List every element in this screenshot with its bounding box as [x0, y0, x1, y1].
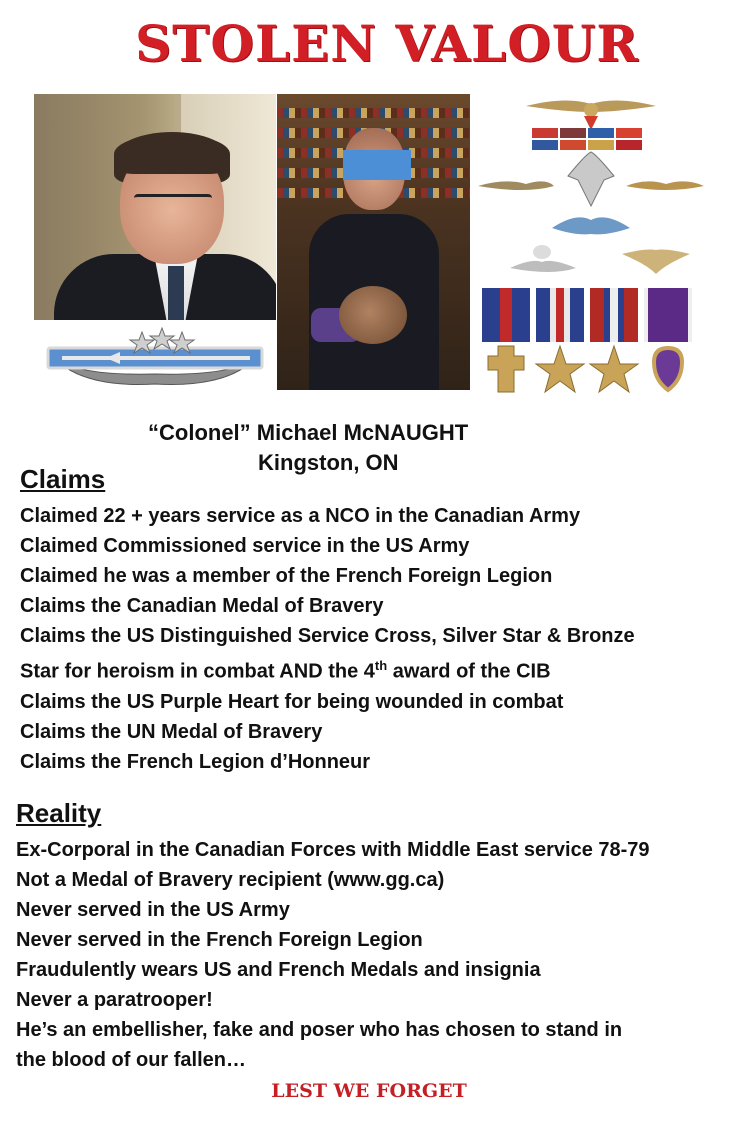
list-item-text: award of the CIB — [387, 660, 551, 683]
list-item: Claimed he was a member of the French Foreign Legion — [20, 565, 553, 587]
combat-infantry-badge-icon — [46, 326, 264, 386]
list-item: Claims the US Purple Heart for being wounded in combat — [20, 690, 564, 713]
list-item: Fraudulently wears US and French Medals and insignia — [16, 959, 541, 981]
list-item: Never a paratrooper! — [16, 989, 213, 1011]
reality-list — [16, 835, 650, 1075]
subject-location: Kingston, ON — [258, 450, 399, 475]
list-item: Never served in the US Army — [16, 899, 290, 921]
list-item — [20, 651, 635, 687]
portrait-photo — [34, 94, 276, 320]
list-item: Ex-Corporal in the Canadian Forces with Middle East service 78-79 — [16, 839, 650, 861]
list-item: He’s an embellisher, fake and poser who has chosen to stand in — [16, 1019, 623, 1041]
medals-and-insignia-icon — [476, 94, 706, 394]
face-blur — [343, 150, 411, 180]
poster-title: STOLEN VALOUR — [135, 14, 639, 73]
subject-block — [148, 418, 548, 478]
list-item-text: Star for heroism in combat AND the 4 — [20, 660, 375, 683]
list-item: Claimed Commissioned service in the US Army — [20, 535, 470, 557]
list-item: the blood of our fallen… — [16, 1049, 246, 1071]
reality-heading: Reality — [16, 798, 102, 828]
list-item: Not a Medal of Bravery recipient (www.gg.ca) — [16, 869, 445, 891]
library-photo — [277, 94, 470, 390]
list-item: Claims the French Legion d’Honneur — [20, 750, 371, 773]
list-item: Claims the Canadian Medal of Bravery — [20, 595, 384, 617]
claims-list — [20, 501, 635, 777]
footer-slogan: LEST WE FORGET — [271, 1080, 467, 1102]
ordinal-suffix: th — [374, 658, 388, 673]
claims-heading: Claims — [20, 464, 106, 494]
list-item: Claimed 22 + years service as a NCO in the Canadian Army — [20, 505, 581, 527]
subject-name: “Colonel” Michael McNAUGHT — [148, 420, 469, 445]
list-item: Never served in the French Foreign Legion — [16, 929, 423, 951]
list-item: Claims the UN Medal of Bravery — [20, 720, 323, 743]
list-item: Claims the US Distinguished Service Cross, Silver Star & Bronze — [20, 625, 635, 647]
